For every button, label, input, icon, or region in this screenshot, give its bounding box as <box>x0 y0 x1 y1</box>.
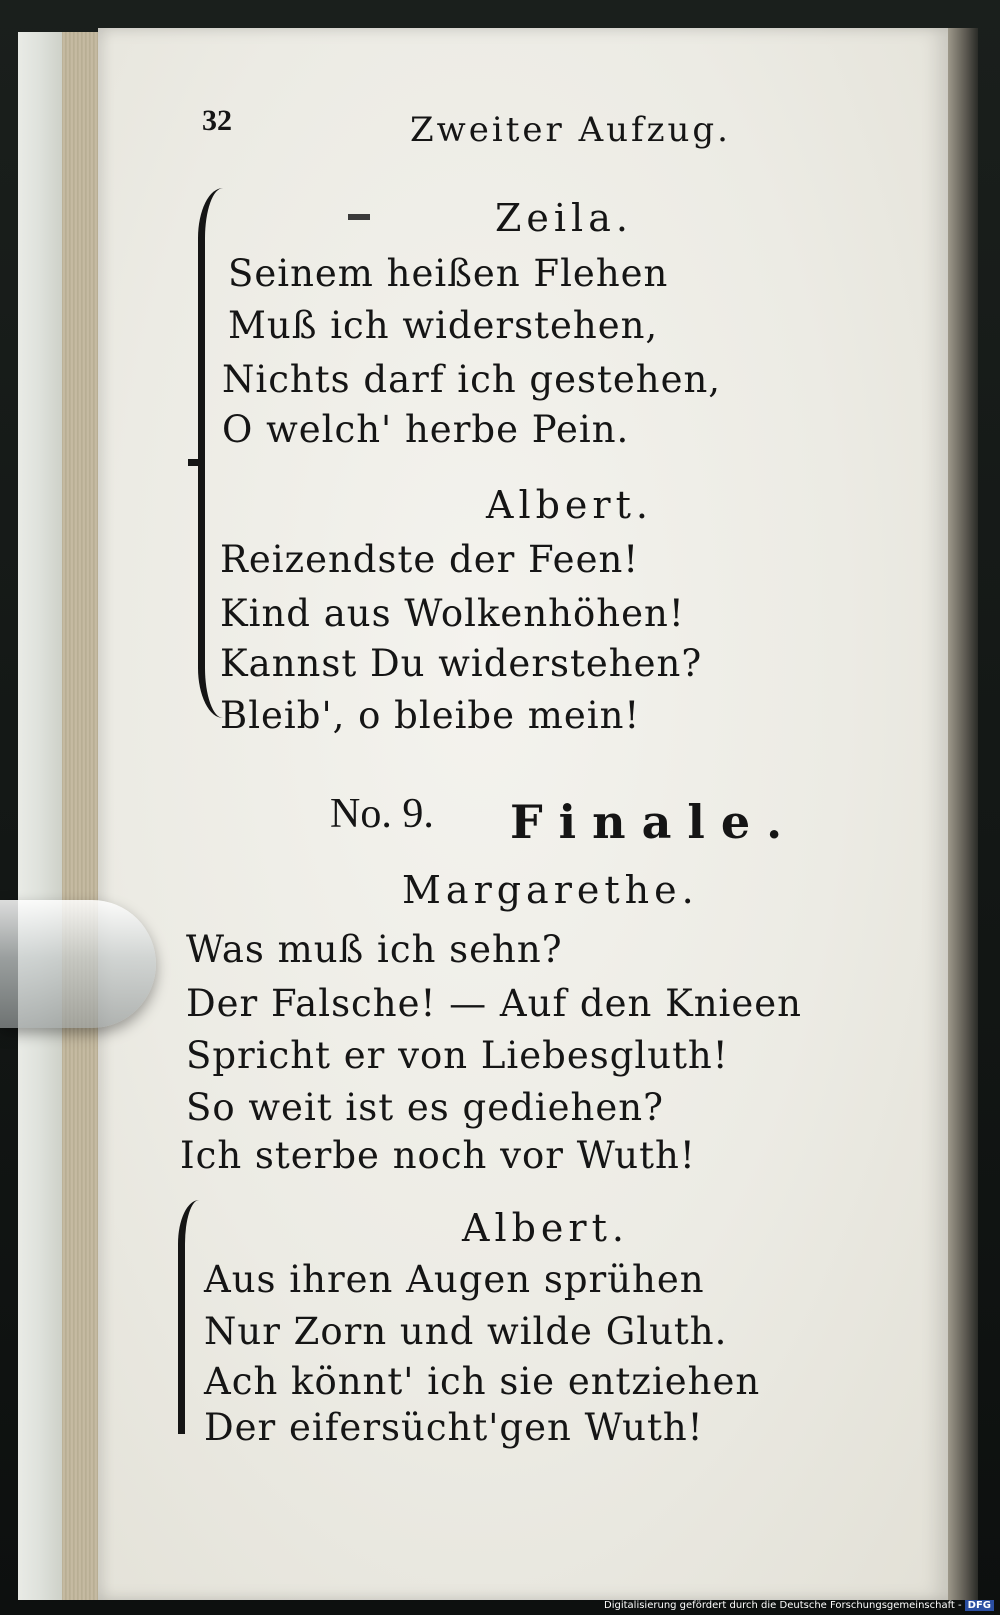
verse-line: Muß ich widerstehen, <box>228 304 659 347</box>
verse-line: O welch' herbe Pein. <box>222 408 630 451</box>
ink-mark <box>348 214 370 220</box>
page-number: 32 <box>202 104 232 137</box>
running-head: Zweiter Aufzug. <box>410 110 731 150</box>
speaker-albert: Albert. <box>462 1206 629 1250</box>
dfg-logo[interactable]: DFG <box>965 1600 994 1611</box>
credit-text: Digitalisierung gefördert durch die Deutsche Forschungsgemeinschaft - <box>604 1600 962 1611</box>
verse-line: Nur Zorn und wilde Gluth. <box>204 1310 728 1353</box>
verse-line: Der Falsche! — Auf den Knieen <box>186 982 802 1025</box>
verse-line: Ich sterbe noch vor Wuth! <box>180 1134 696 1177</box>
speaker-margarethe: Margarethe. <box>402 868 699 912</box>
verse-line: Der eifersücht'gen Wuth! <box>204 1406 704 1449</box>
speaker-zeila: Zeila. <box>495 196 633 240</box>
verse-line: Kind aus Wolkenhöhen! <box>220 592 685 635</box>
finale-brace <box>178 1200 199 1434</box>
verse-line: So weit ist es gediehen? <box>186 1086 664 1129</box>
page-edges <box>62 32 100 1600</box>
verse-line: Bleib', o bleibe mein! <box>220 694 641 737</box>
verse-line: Was muß ich sehn? <box>186 928 563 971</box>
verse-line: Kannst Du widerstehen? <box>220 642 703 685</box>
page-right-edge <box>948 28 978 1600</box>
glass-page-weight <box>0 900 156 1028</box>
speaker-albert: Albert. <box>486 483 653 527</box>
verse-line: Ach könnt' ich sie entziehen <box>204 1360 761 1403</box>
section-number: No. 9. <box>330 791 434 837</box>
verse-line: Aus ihren Augen sprühen <box>204 1258 705 1301</box>
duet-brace-point <box>188 445 204 466</box>
digitization-credit <box>604 1600 994 1611</box>
verse-line: Reizendste der Feen! <box>220 538 640 581</box>
section-title: Finale. <box>510 795 799 849</box>
verse-line: Spricht er von Liebesgluth! <box>186 1034 729 1077</box>
verse-line: Nichts darf ich gestehen, <box>222 358 722 401</box>
verse-line: Seinem heißen Flehen <box>228 252 669 295</box>
